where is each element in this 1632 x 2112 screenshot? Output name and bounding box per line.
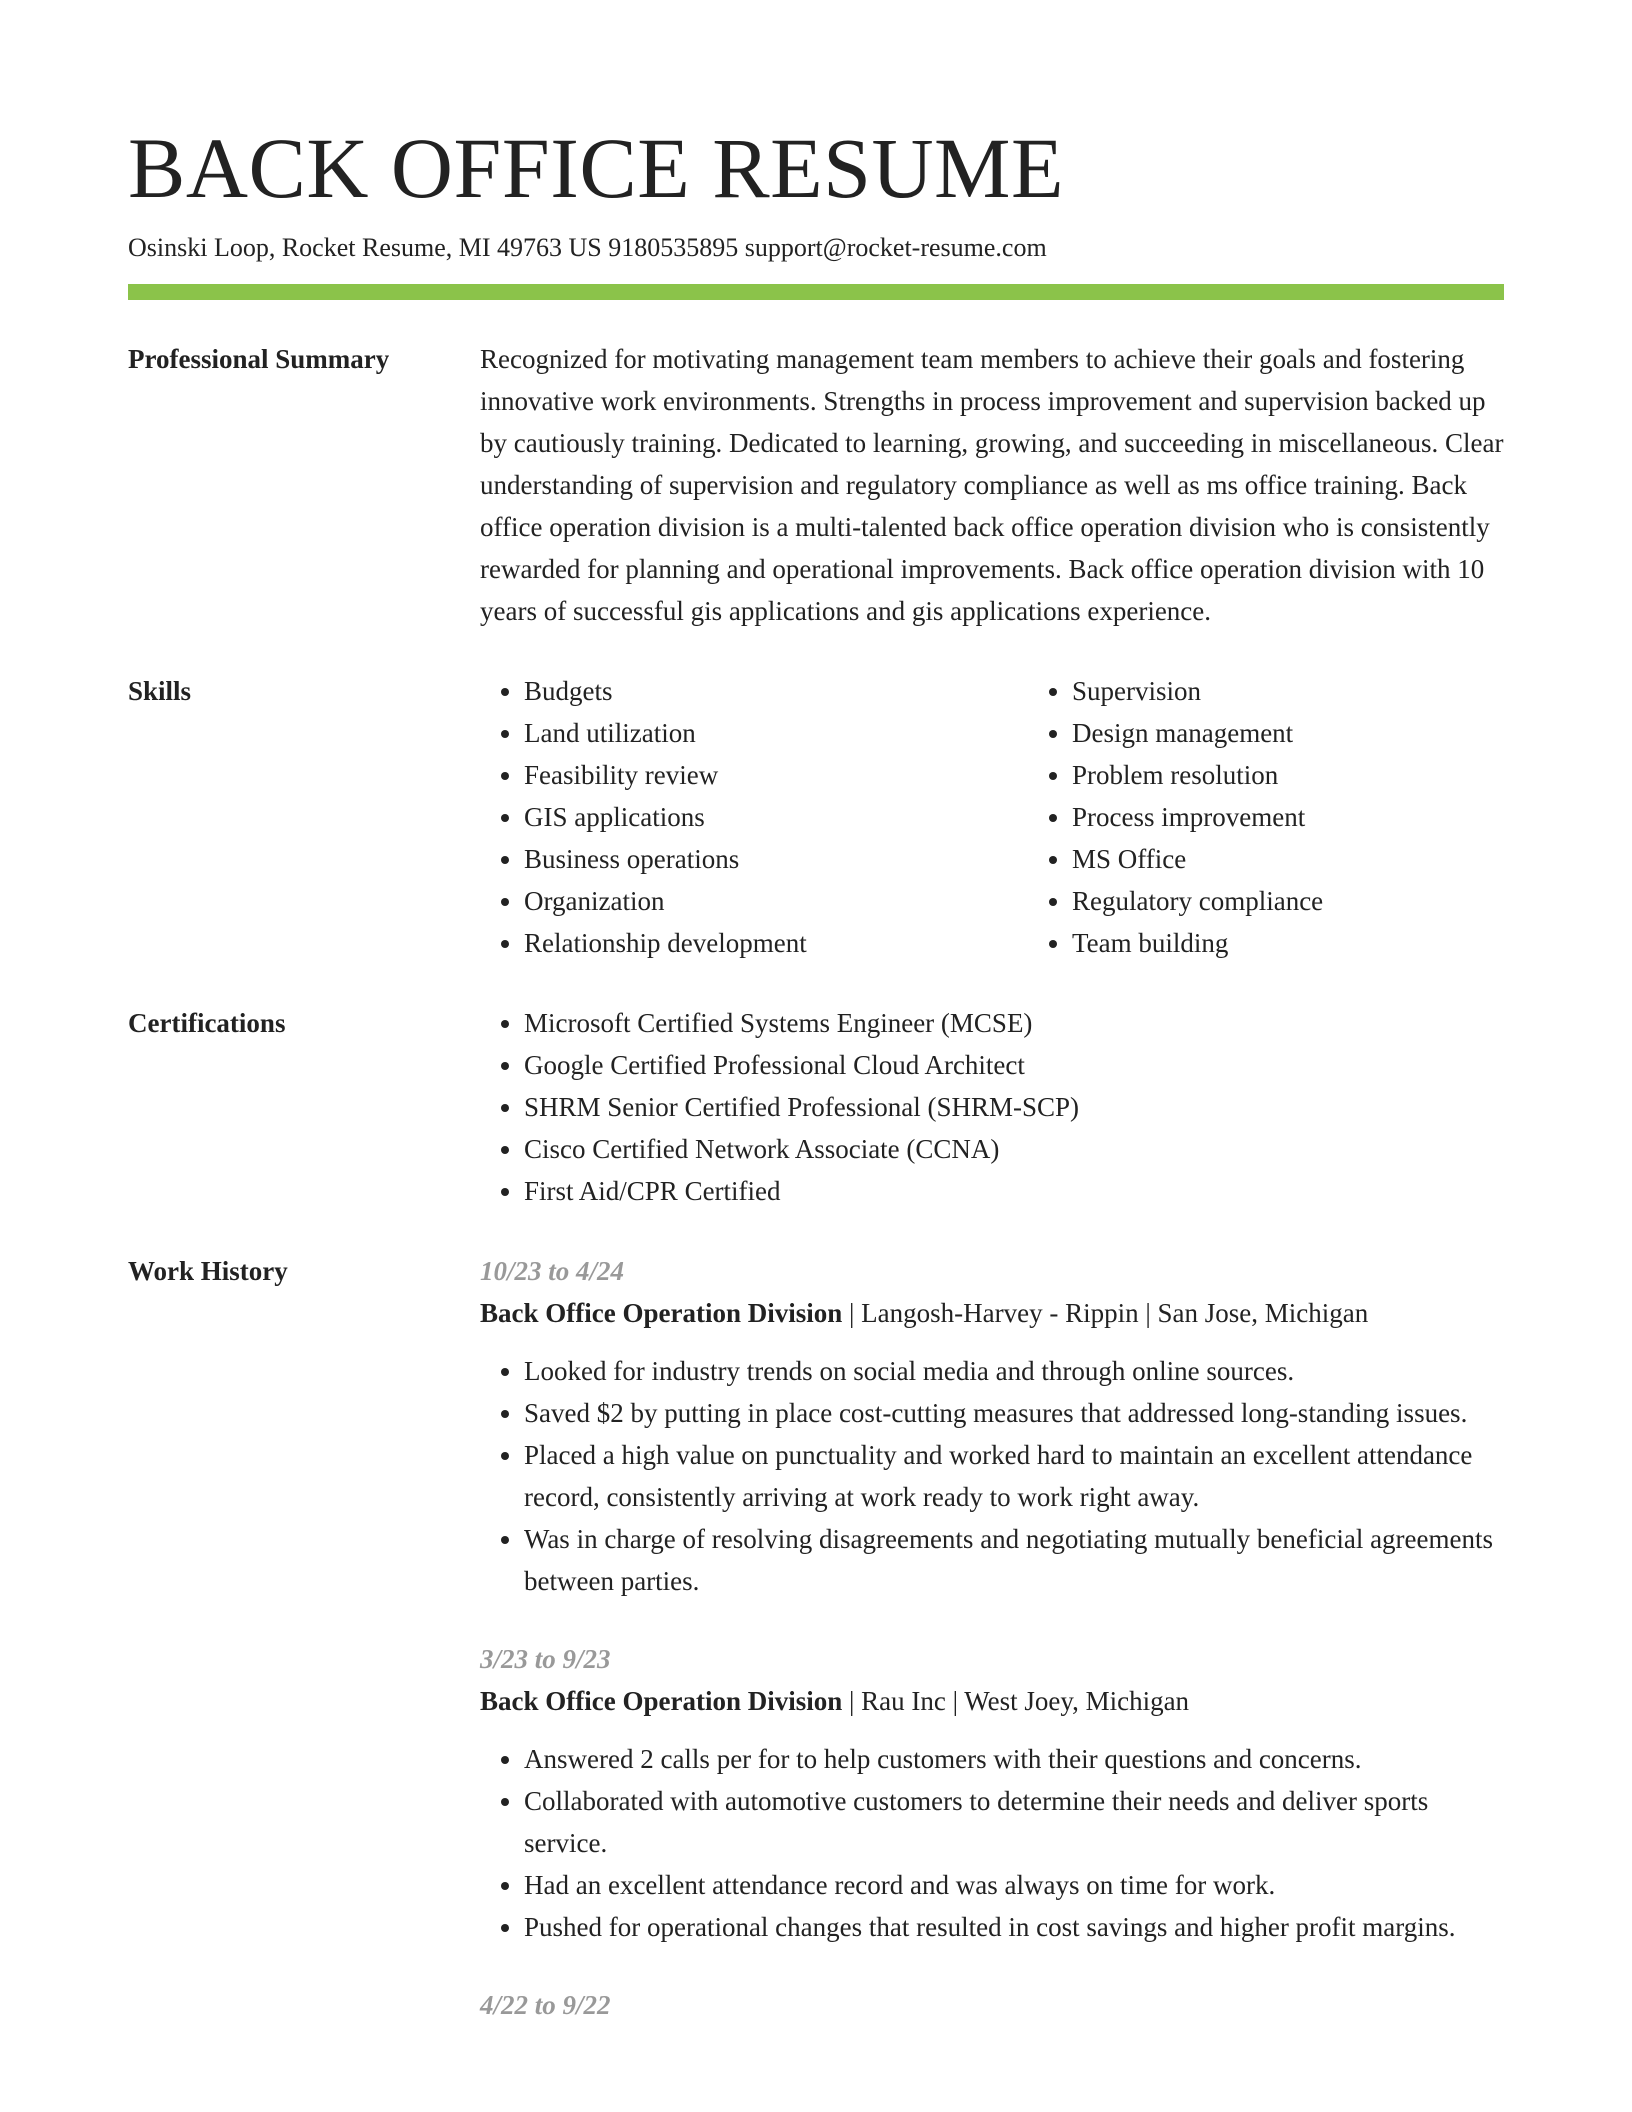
job-entry <box>480 1984 1504 2026</box>
summary-text: Recognized for motivating management team members to achieve their goals and fostering innovative work environments. Strengths in process improvement and supervision backed up by cautiously training. Dedicated to learning, growing, and succeeding in miscellaneous. Clear understanding of supervision and regulatory compliance as well as ms office training. Back office operation division is a multi-talented back office operation division who is consistently rewarded for planning and operational improvements. Back office operation division with 10 years of successful gis applications and gis applications experience. <box>480 344 1504 626</box>
resume-title: BACK OFFICE RESUME <box>128 120 1065 216</box>
list-item: • Land utilization <box>524 712 1028 754</box>
list-item: • Organization <box>524 880 1028 922</box>
job-header <box>480 1680 1504 1722</box>
list-item: • MS Office <box>1072 838 1576 880</box>
section-title: Professional Summary <box>128 344 390 374</box>
work-history-section <box>128 1250 1504 2062</box>
list-item: • Problem resolution <box>1072 754 1576 796</box>
skills-list-right <box>1028 670 1576 964</box>
list-item: • Feasibility review <box>524 754 1028 796</box>
section-title: Skills <box>128 676 192 706</box>
section-title: Certifications <box>128 1008 286 1038</box>
certifications-section <box>128 1002 1504 1212</box>
list-item: • Budgets <box>524 670 1028 712</box>
job-dates: 3/23 to 9/23 <box>480 1644 611 1674</box>
list-item: • Relationship development <box>524 922 1028 964</box>
list-item: • Collaborated with automotive customers to determine their needs and deliver sports service. <box>524 1780 1504 1864</box>
list-item: • Had an excellent attendance record and was always on time for work. <box>524 1864 1504 1906</box>
accent-divider <box>128 284 1504 300</box>
list-item: • Answered 2 calls per for to help customers with their questions and concerns. <box>524 1738 1504 1780</box>
job-entry <box>480 1250 1504 1602</box>
summary-section <box>128 338 1504 632</box>
list-item: • Supervision <box>1072 670 1576 712</box>
skills-list-left <box>480 670 1028 964</box>
section-title: Work History <box>128 1256 288 1286</box>
job-title: Back Office Operation Division <box>480 1298 843 1328</box>
list-item: • SHRM Senior Certified Professional (SHRM-SCP) <box>524 1086 1504 1128</box>
job-bullets <box>480 1738 1504 1948</box>
list-item: • Microsoft Certified Systems Engineer (MCSE) <box>524 1002 1504 1044</box>
job-details: | Rau Inc | West Joey, Michigan <box>842 1686 1190 1716</box>
list-item: • GIS applications <box>524 796 1028 838</box>
contact-line: Osinski Loop, Rocket Resume, MI 49763 US 9180535895 support@rocket-resume.com <box>128 233 1047 262</box>
list-item: • Business operations <box>524 838 1028 880</box>
job-entry <box>480 1638 1504 1948</box>
skills-section <box>128 670 1504 964</box>
list-item: • Google Certified Professional Cloud Architect <box>524 1044 1504 1086</box>
certifications-list <box>480 1002 1504 1212</box>
list-item: • Pushed for operational changes that resulted in cost savings and higher profit margins. <box>524 1906 1504 1948</box>
job-header <box>480 1292 1504 1334</box>
job-details: | Langosh-Harvey - Rippin | San Jose, Michigan <box>842 1298 1369 1328</box>
list-item: • Regulatory compliance <box>1072 880 1576 922</box>
list-item: • Design management <box>1072 712 1576 754</box>
list-item: • First Aid/CPR Certified <box>524 1170 1504 1212</box>
job-title: Back Office Operation Division <box>480 1686 843 1716</box>
resume-page <box>128 118 1504 2062</box>
list-item: • Saved $2 by putting in place cost-cutting measures that addressed long-standing issues. <box>524 1392 1504 1434</box>
list-item: • Cisco Certified Network Associate (CCNA) <box>524 1128 1504 1170</box>
list-item: • Process improvement <box>1072 796 1576 838</box>
job-dates: 4/22 to 9/22 <box>480 1990 611 2020</box>
job-bullets <box>480 1350 1504 1602</box>
list-item: • Looked for industry trends on social media and through online sources. <box>524 1350 1504 1392</box>
job-dates: 10/23 to 4/24 <box>480 1256 625 1286</box>
list-item: • Was in charge of resolving disagreements and negotiating mutually beneficial agreements between parties. <box>524 1518 1504 1602</box>
list-item: • Placed a high value on punctuality and worked hard to maintain an excellent attendance record, consistently arriving at work ready to work right away. <box>524 1434 1504 1518</box>
list-item: • Team building <box>1072 922 1576 964</box>
